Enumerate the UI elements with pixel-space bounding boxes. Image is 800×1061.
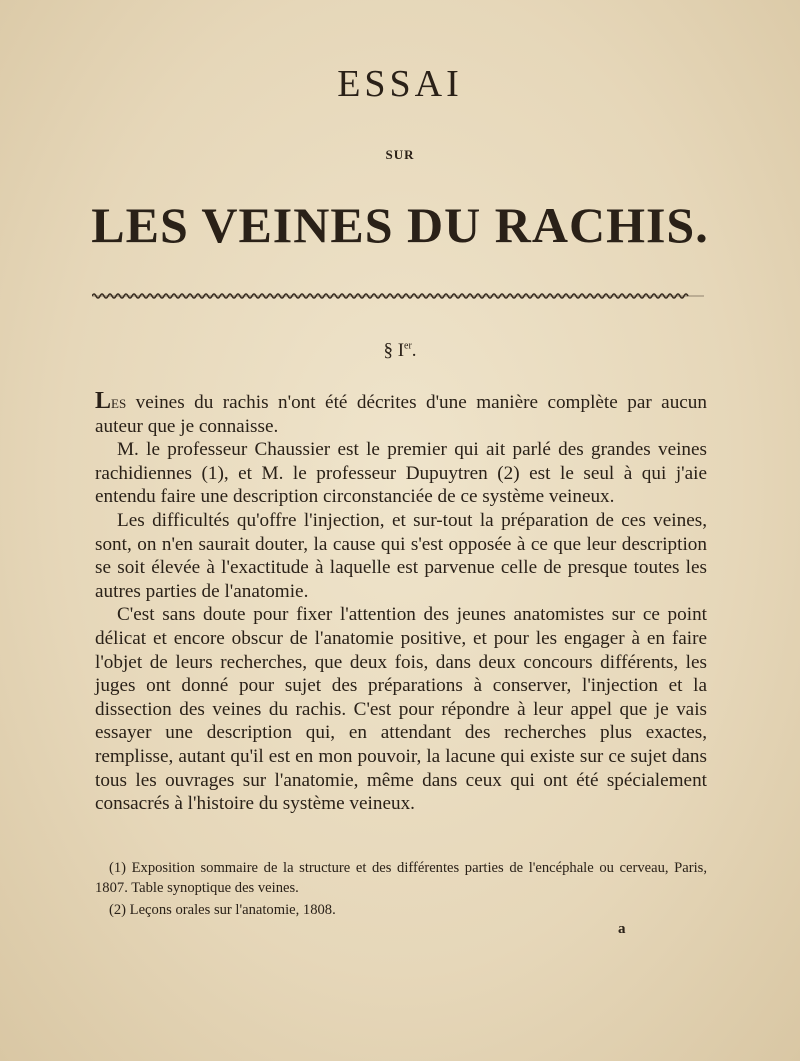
- paragraph-4: C'est sans doute pour fixer l'attention des jeunes anatomistes sur ce point délicat et encore obscur de l'anatomie positive, et pour les engager à en faire l'objet de leurs recherches, que deux fois, dans deux concours différents, les juges ont donné pour sujet des préparations à conserver, l'injection et la dissection des veines du rachis. C'est pour répondre à leur appel que je vais essayer une description qui, en attendant des recherches plus exactes, remplisse, autant qu'il est en mon pouvoir, la lacune qui existe sur ce sujet dans tous les ouvrages sur l'anatomie, même dans ceux qui ont été spécialement consacrés à l'histoire du système veineux.: [95, 604, 707, 815]
- section-suffix: .: [411, 340, 417, 361]
- drop-cap-rest: es: [111, 392, 127, 413]
- footnote-2: (2) Leçons orales sur l'anatomie, 1808.: [109, 902, 336, 918]
- title-essai: ESSAI: [337, 63, 463, 105]
- drop-cap: L: [95, 388, 112, 414]
- footnote-1: (1) Exposition sommaire de la structure et des différentes parties de l'encéphale ou cerveau, Paris, 1807. Table synoptique des veines.: [95, 860, 707, 896]
- signature-mark: a: [618, 921, 626, 937]
- section-sup: er: [404, 340, 412, 352]
- footnotes: [95, 858, 707, 922]
- section-label: § I: [383, 340, 405, 361]
- paragraph-2: M. le professeur Chaussier est le premier qui ait parlé des grandes veines rachidiennes (1), et M. le professeur Dupuytren (2) est le seul à qui j'aie entendu faire une description circonstanciée de ce système veineux.: [95, 439, 707, 508]
- title-main: LES VEINES DU RACHIS.: [91, 197, 709, 253]
- decorative-wavy-rule: [92, 292, 704, 300]
- paragraph-3: Les difficultés qu'offre l'injection, et sur-tout la préparation de ces veines, sont, on n'en saurait douter, la cause qui s'est opposée à ce que leur description se soit élevée à l'exactitude à laquelle est parvenue celle de presque toutes les autres parties de l'anatomie.: [95, 509, 707, 602]
- title-sur: SUR: [385, 147, 415, 162]
- body-text: [95, 390, 707, 816]
- paragraph-1-text: veines du rachis n'ont été décrites d'une manière complète par aucun auteur que je connaisse.: [95, 392, 707, 437]
- paragraph-1: [95, 390, 707, 438]
- section-heading: [0, 340, 800, 362]
